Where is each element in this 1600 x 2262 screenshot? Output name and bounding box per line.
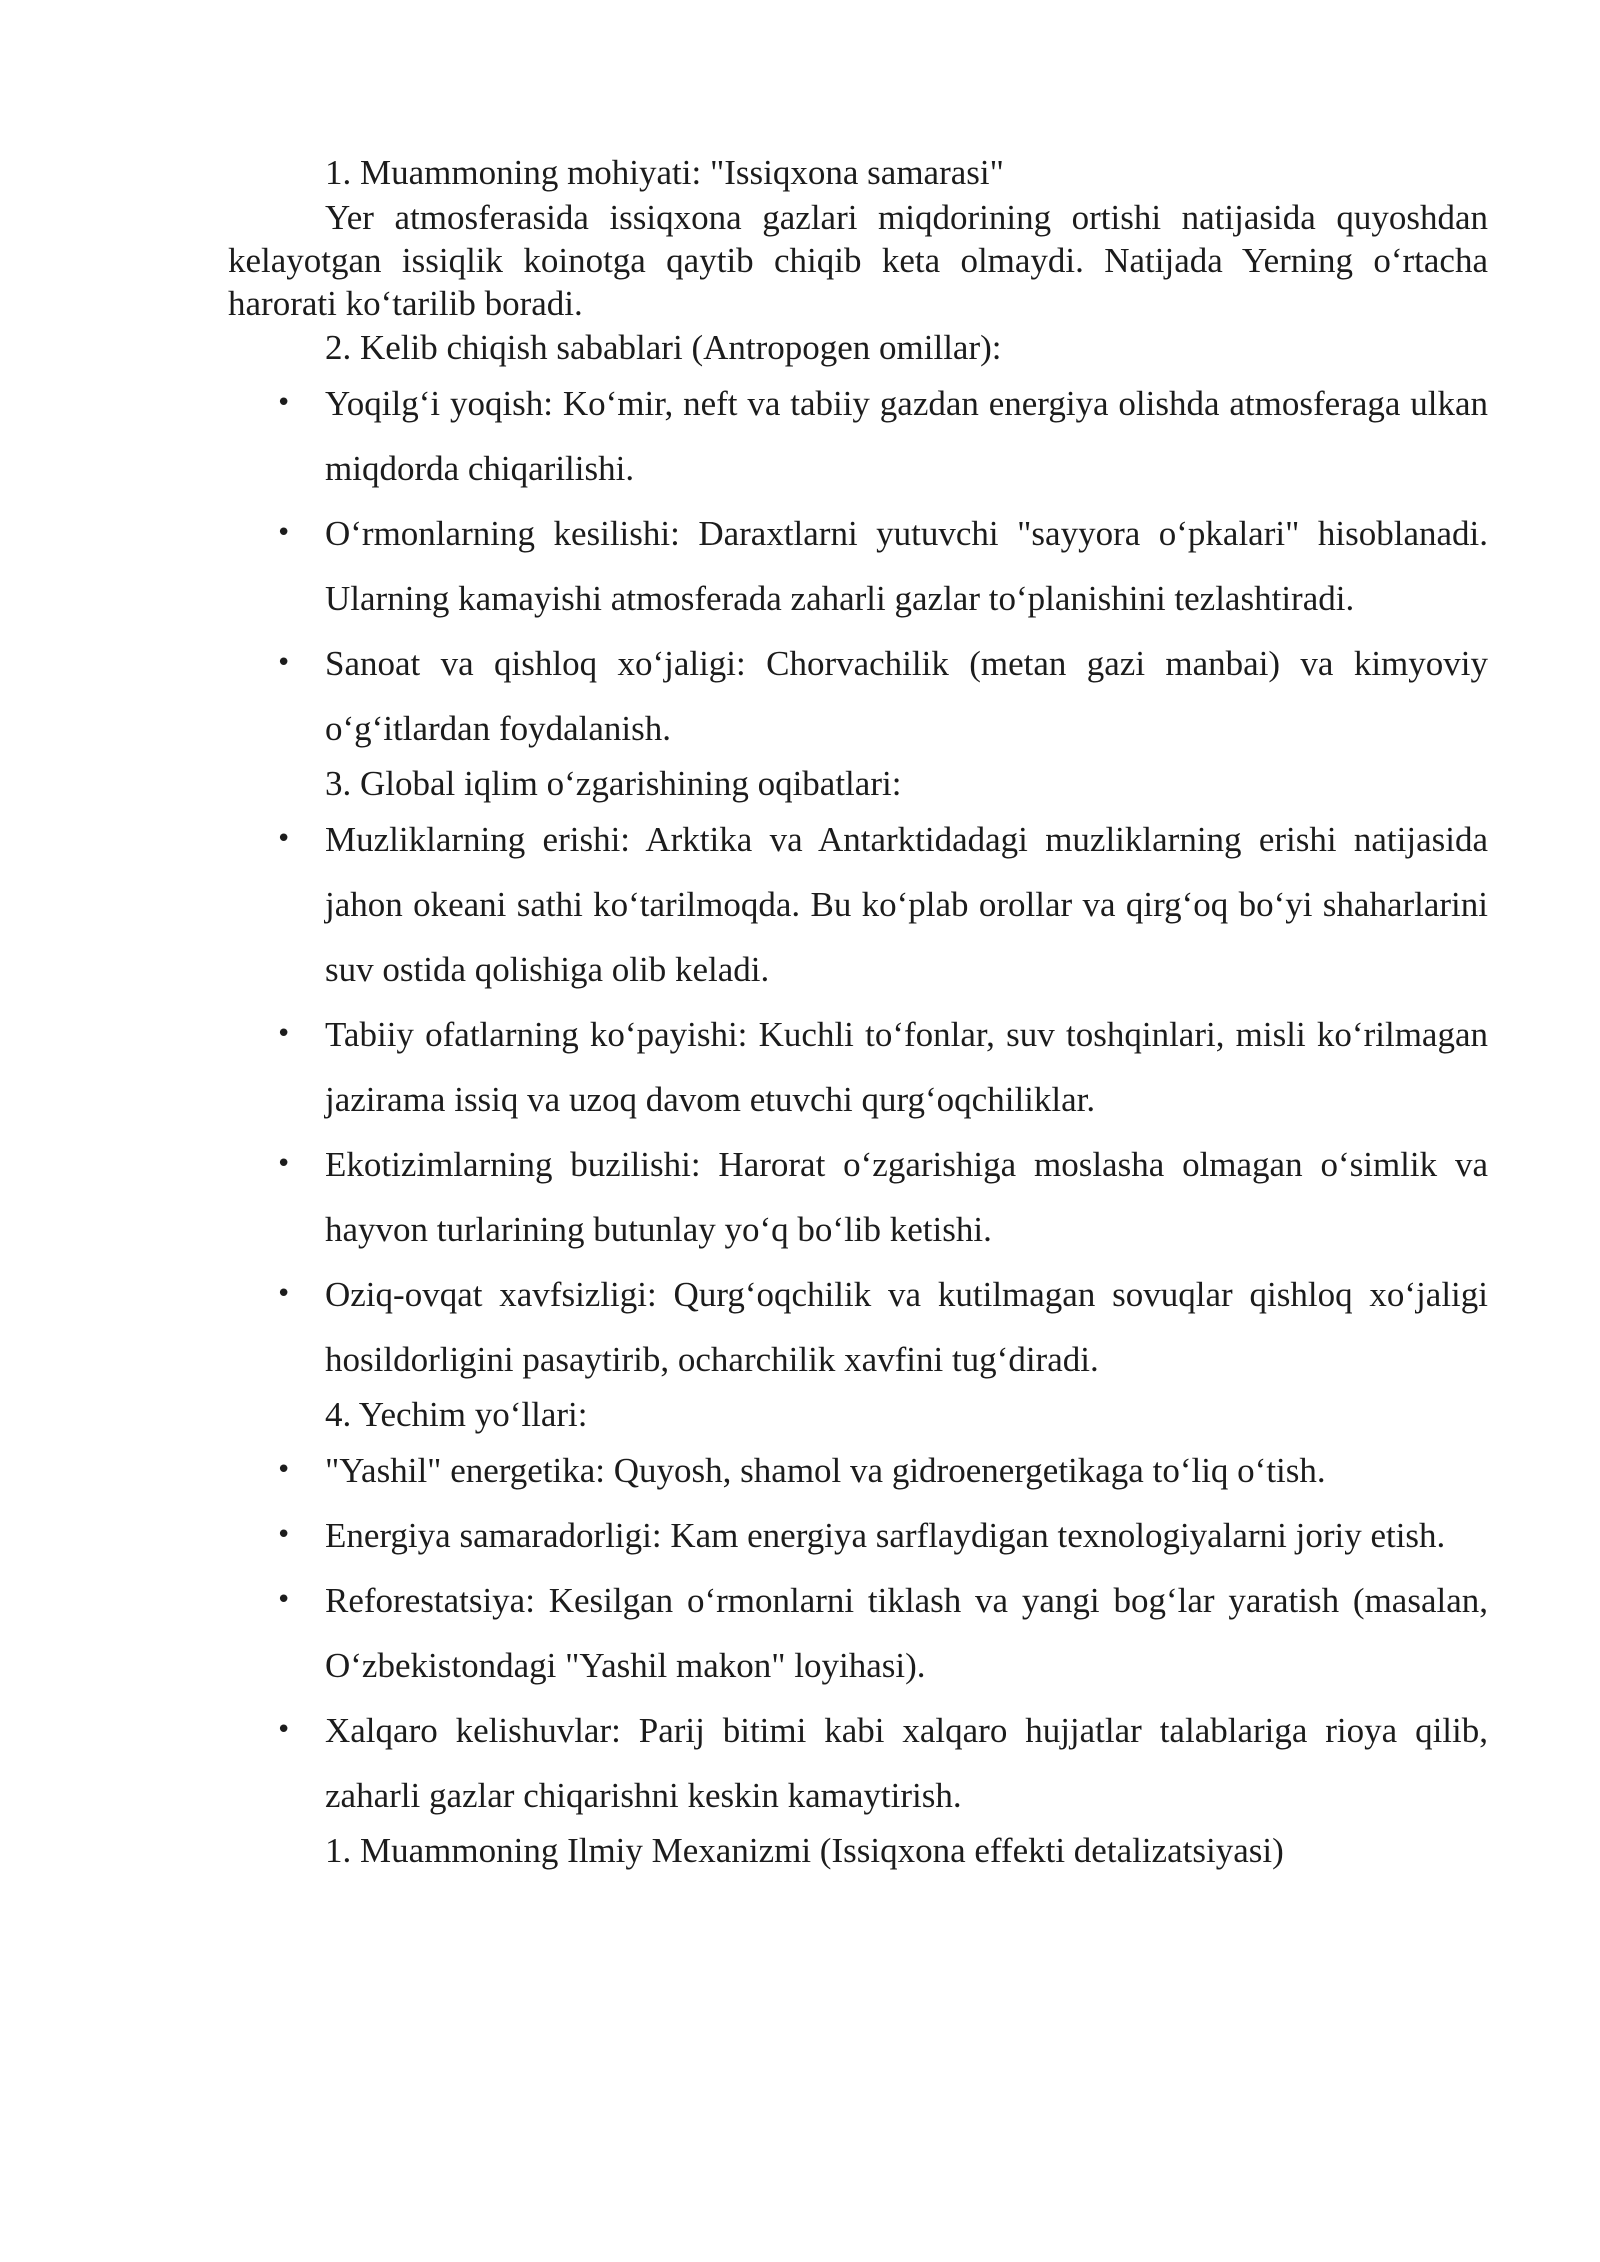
bullet-icon: • [276, 1715, 292, 1745]
bullet-icon: • [276, 388, 292, 418]
list-item-text: Reforestatsiya: Kesilgan o‘rmonlarni tiklash va yangi bog‘lar yaratish (masalan, O‘zbekistondagi "Yashil makon" loyihasi). [325, 1581, 1488, 1685]
section-heading-causes: 2. Kelib chiqish sabablari (Antropogen omillar): [325, 328, 1002, 367]
bullet-icon: • [276, 648, 292, 678]
section-heading-mechanism: 1. Muammoning Ilmiy Mexanizmi (Issiqxona effekti detalizatsiyasi) [325, 1831, 1284, 1870]
list-item [228, 1262, 1488, 1392]
intro-paragraph: Yer atmosferasida issiqxona gazlari miqdorining ortishi natijasida quyoshdan kelayotgan issiqlik koinotga qaytib chiqib keta olmaydi. Natijada Yerning o‘rtacha harorati ko‘tarilib boradi. [228, 198, 1488, 323]
list-item [228, 1698, 1488, 1828]
list-item [228, 1438, 1488, 1503]
list-item [228, 631, 1488, 761]
list-item [228, 1002, 1488, 1132]
bullet-icon: • [276, 1585, 292, 1615]
consequences-list [228, 807, 1488, 1392]
document-page [228, 150, 1488, 1874]
list-item-text: Xalqaro kelishuvlar: Parij bitimi kabi xalqaro hujjatlar talablariga rioya qilib, zaharli gazlar chiqarishni keskin kamaytirish. [325, 1711, 1488, 1815]
bullet-icon: • [276, 1149, 292, 1179]
section-heading-solutions: 4. Yechim yo‘llari: [325, 1395, 588, 1434]
list-item-text: Energiya samaradorligi: Kam energiya sarflaydigan texnologiyalarni joriy etish. [325, 1516, 1446, 1555]
section-heading-consequences: 3. Global iqlim o‘zgarishining oqibatlari: [325, 764, 902, 803]
bullet-icon: • [276, 1520, 292, 1550]
list-item-text: "Yashil" energetika: Quyosh, shamol va gidroenergetikaga to‘liq o‘tish. [325, 1451, 1326, 1490]
list-item-text: Muzliklarning erishi: Arktika va Antarktidadagi muzliklarning erishi natijasida jahon okeani sathi ko‘tarilmoqda. Bu ko‘plab orollar va qirg‘oq bo‘yi shaharlarini suv ostida qolishiga olib keladi. [325, 820, 1488, 989]
list-item [228, 371, 1488, 501]
list-item [228, 1132, 1488, 1262]
bullet-icon: • [276, 1455, 292, 1485]
solutions-list [228, 1438, 1488, 1828]
causes-list [228, 371, 1488, 761]
list-item-text: O‘rmonlarning kesilishi: Daraxtlarni yutuvchi "sayyora o‘pkalari" hisoblanadi. Ularning kamayishi atmosferada zaharli gazlar to‘planishini tezlashtiradi. [325, 514, 1488, 618]
list-item-text: Ekotizimlarning buzilishi: Harorat o‘zgarishiga moslasha olmagan o‘simlik va hayvon turlarining butunlay yo‘q bo‘lib ketishi. [325, 1145, 1488, 1249]
list-item-text: Tabiiy ofatlarning ko‘payishi: Kuchli to‘fonlar, suv toshqinlari, misli ko‘rilmagan jazirama issiq va uzoq davom etuvchi qurg‘oqchiliklar. [325, 1015, 1488, 1119]
section-heading-essence: 1. Muammoning mohiyati: "Issiqxona samarasi" [325, 153, 1004, 192]
bullet-icon: • [276, 1019, 292, 1049]
list-item-text: Yoqilg‘i yoqish: Ko‘mir, neft va tabiiy gazdan energiya olishda atmosferaga ulkan miqdorda chiqarilishi. [325, 384, 1488, 488]
list-item [228, 501, 1488, 631]
list-item [228, 807, 1488, 1002]
bullet-icon: • [276, 1279, 292, 1309]
list-item [228, 1568, 1488, 1698]
list-item-text: Sanoat va qishloq xo‘jaligi: Chorvachilik (metan gazi manbai) va kimyoviy o‘g‘itlardan foydalanish. [325, 644, 1488, 748]
list-item-text: Oziq-ovqat xavfsizligi: Qurg‘oqchilik va kutilmagan sovuqlar qishloq xo‘jaligi hosildorligini pasaytirib, ocharchilik xavfini tug‘diradi. [325, 1275, 1488, 1379]
bullet-icon: • [276, 824, 292, 854]
bullet-icon: • [276, 518, 292, 548]
list-item [228, 1503, 1488, 1568]
